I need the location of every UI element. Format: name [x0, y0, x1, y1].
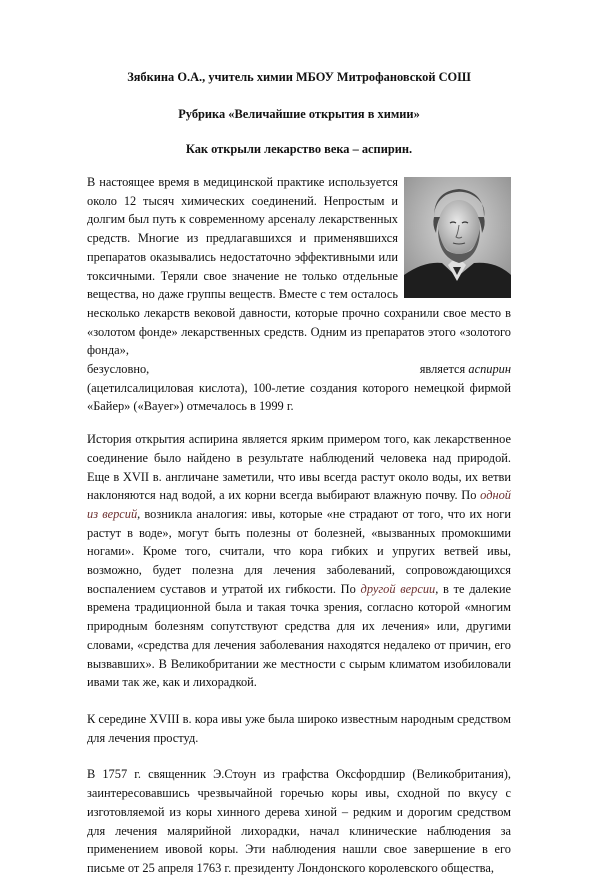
history-part1: История открытия аспирина является ярким примером того, как лекарственное соединение было найдено в результате наблюдений человека над природой. Еще в XVII в. англичане заметили, что ивы всегда растут около воды, их ветви наклоняются над водой, а их корни всегда выбирают влажную почву. По	[87, 432, 511, 503]
version2-link[interactable]: другой версии	[360, 581, 436, 596]
aspirin-tail: (ацетилсалициловая кислота), 100-летие создания которого немецкой фирмой «Байер» («Bayer») отмечалось в 1999 г.	[87, 380, 511, 414]
portrait-engraving	[404, 177, 511, 298]
intro-word-left: безусловно,	[87, 362, 150, 377]
aspirin-word: аспирин	[468, 362, 511, 377]
intro-word-right: является	[419, 362, 466, 377]
author-line: Зябкина О.А., учитель химии МБОУ Митрофановской СОШ	[127, 70, 471, 84]
history-part2: , возникла аналогия: ивы, которые «не страдают от того, что их ноги растут в воде», могут быть полезны от болезней, «вызванных промокшими ногами». Кроме того, считали, что кора гибких и упругих ветвей ивы, возможно, будет полезна для лечения заболеваний, сопровождающихся воспалением суставов и утратой их гибкости. По	[87, 506, 511, 596]
portrait-image	[404, 177, 511, 298]
paragraph-1757: В 1757 г. священник Э.Стоун из графства Оксфордшир (Великобритания), заинтересовавшись чрезвычайной горечью коры ивы, сходной по вкусу с изготовляемой из коры хинного дерева хиной – редким и дорогим средством для лечения малярийной лихорадки, начал клинические наблюдения за применением ивовой коры. Эти наблюдения нашли свое завершение в его письме от 25 апреля 1763 г. президенту Лондонского королевского общества,	[87, 767, 511, 875]
rubric-line: Рубрика «Величайшие открытия в химии»	[178, 107, 420, 121]
history-paragraph	[87, 430, 511, 692]
document-page	[87, 70, 511, 878]
intro-spaced-line	[87, 360, 511, 379]
history-part3: , в те далекие времена традиционной была и такая точка зрения, согласно которой «многим природным болезням сопутствуют средства для их лечения» или, другими словами, «средства для лечения заболевания находятся недалеко от причин, его вызвавших». В Великобритании же местности с сырым климатом изобиловали ивами так же, как и лихорадкой.	[87, 581, 511, 690]
article-title: Как открыли лекарство века – аспирин.	[185, 142, 413, 156]
version1-link[interactable]: одной из версий	[87, 488, 511, 521]
intro-text: В настоящее время в медицинской практике используется около 12 тысяч химических соединений. Непростым и долгим был путь к современному арсеналу лекарственных средств. Многие из предлагавшихся и применявшихся препаратов оказывались недостаточно эффективными или токсичными. Теряли свое значение не только отдельные вещества, но даже группы веществ. Вместе с тем осталось несколько лекарств вековой давности, которые прочно сохранили свое место в «золотом фонде» лекарственных средств. Одним из препаратов этого «золотого фонда»,	[87, 175, 511, 358]
paragraph-18th-century: К середине XVIII в. кора ивы уже была широко известным народным средством для лечения простуд.	[87, 711, 511, 745]
